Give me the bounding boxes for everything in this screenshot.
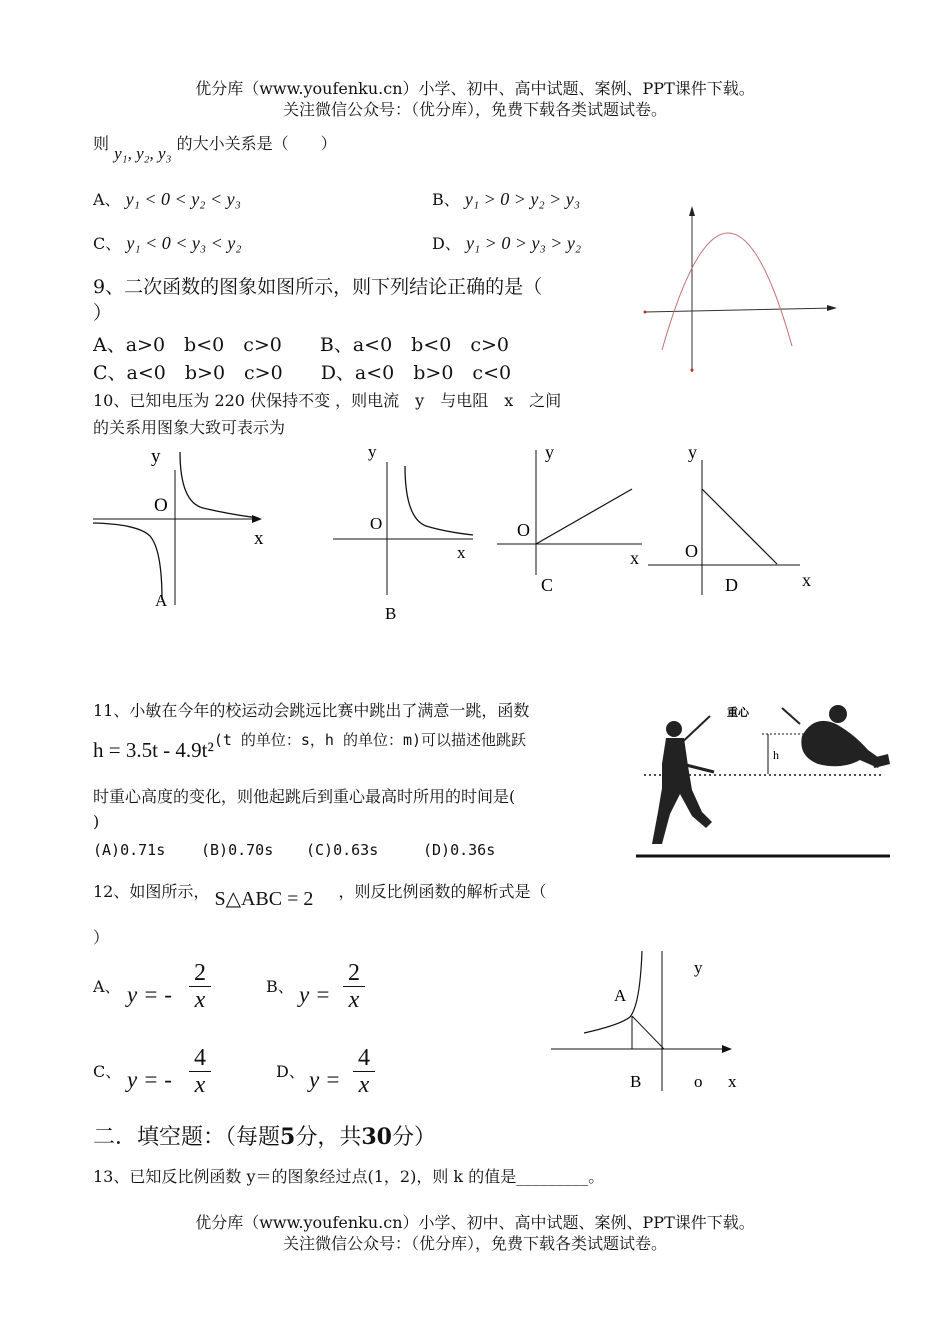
q12-point-b-label: B [630,1072,642,1091]
q8-prefix: 则 [93,134,110,153]
q12-option-a-fraction: 2 x [189,960,211,1013]
q12-option-b-lhs: y = [299,982,331,1007]
q10-graph-c [492,440,647,600]
q12-x-label: x [728,1072,737,1091]
q9-x-arrow-icon [827,305,837,311]
q10-graph-d-y-label: y [688,442,697,462]
q10-graph-b [330,440,480,630]
q12-option-a-label: A、 [93,977,121,996]
q8-vars: y₁, y₂, y₃ [114,144,172,163]
page-footer [0,1212,950,1254]
q10-graph-a [88,440,278,615]
q11-option-d: (D)0.36s [423,841,496,859]
q8-option-d: D、 y₁ > 0 > y₃ > y₂ [432,233,582,253]
q11-option-a: (A)0.71s [93,841,166,859]
q12-options-row-1 [93,960,533,1026]
q11-option-b: (B)0.70s [201,841,274,859]
q10-graph-a-curve-lower [93,523,162,600]
q11-h-label: h [773,748,779,762]
q10-graph-d-label: D [725,575,738,595]
q12-option-d-label: D、 [276,1062,305,1081]
q8-option-b: B、 y₁ > 0 > y₂ > y₃ [432,189,581,209]
q11-units: (t 的单位：s，h 的单位：m)可以描述他跳跃 [213,731,527,749]
q8-option-a: A、 y₁ < 0 < y₂ < y₃ [93,189,241,209]
q12-suffix: ，则反比例函数的解析式是（ [338,882,547,901]
q8-option-c-expr: y₁ < 0 < y₃ < y₂ [126,233,242,253]
footer-line-1: 优分库（www.youfenku.cn）小学、初中、高中试题、案例、PPT课件下载。 [195,1213,755,1232]
q11-formula: h = 3.5t - 4.9t² [93,738,214,762]
q13-stem: 13、已知反比例函数 y＝的图象经过点(1，2)，则 k 的值是_________。 [93,1167,605,1186]
q12-prefix: 12、如图所示， [93,882,210,901]
q9-options-row-1: A、a>0 b<0 c>0 B、a<0 b<0 c>0 [93,334,509,356]
q9-options-row-2: C、a<0 b>0 c>0 D、a<0 b>0 c<0 [93,362,512,384]
q10-graph-b-label: B [385,604,397,623]
q10-graph-a-curve-upper [180,452,258,518]
q9-parabola-curve [662,233,792,350]
q9-parabola-figure [640,200,840,380]
q10-graph-d-x-label: x [802,570,811,590]
section-2-title: 二．填空题：（每题5分，共30分） [93,1124,436,1150]
header-line-2: 关注微信公众号：（优分库），免费下载各类试题试卷。 [282,100,667,119]
q10-graph-a-y-label: y [151,446,161,467]
footer-line-2: 关注微信公众号：（优分库），免费下载各类试题试卷。 [282,1234,667,1253]
q12-segment-ao [632,1016,664,1049]
q10-graph-c-x-label: x [630,548,639,568]
q12-option-c-label: C、 [93,1062,122,1081]
q10-graph-c-origin: O [517,520,530,540]
q12-option-c-fraction: 4 x [189,1045,211,1098]
q10-graph-d-line [702,489,777,564]
q12-option-d-lhs: y = [309,1067,341,1092]
q9-stem-end: ） [93,302,113,324]
q10-graph-d-origin: O [685,541,698,561]
q12-x-arrow-icon [722,1045,732,1053]
q11-long-jump-figure [632,694,894,864]
q10-graph-b-x-label: x [457,543,466,562]
q12-stem [93,878,547,910]
q12-option-b-label: B、 [266,977,294,996]
q10-graph-a-x-arrow-icon [252,515,262,523]
page-header [0,78,950,120]
q11-stem-line-4: ) [93,812,100,831]
q8-suffix: 的大小关系是（ ） [176,134,337,153]
q11-option-c: (C)0.63s [306,841,379,859]
q12-options-row-2 [93,1045,533,1111]
q12-option-a-lhs: y = - [127,982,172,1007]
q8-option-c: C、 y₁ < 0 < y₃ < y₂ [93,233,242,253]
q10-graph-c-y-label: y [545,442,554,462]
q10-stem-line-2: 的关系用图象大致可表示为 [93,418,286,437]
jumper-icon [782,705,890,768]
q11-center-label: 重心 [727,707,749,719]
q10-graph-a-x-label: x [254,528,264,549]
q12-option-b-fraction: 2 x [343,960,365,1013]
q11-stem-line-2 [93,730,527,762]
q10-graph-b-origin: O [370,514,383,533]
q12-stem-end: ） [93,928,110,947]
q10-graph-b-curve [405,466,473,535]
q10-stem-line-1: 10、已知电压为 220 伏保持不变 ，则电流 y 与电阻 x 之间 [93,391,562,410]
q12-figure [548,945,748,1095]
q10-graph-b-y-label: y [368,442,377,461]
q11-options [93,841,513,863]
header-line-1: 优分库（www.youfenku.cn）小学、初中、高中试题、案例、PPT课件下载。 [195,79,755,98]
q9-stem: 9、二次函数的图象如图所示，则下列结论正确的是（ [93,276,543,298]
q12-option-d-fraction: 4 x [353,1045,375,1098]
q12-y-label: y [694,958,703,977]
q12-hyperbola-curve [584,951,642,1033]
q12-area: S△ABC = 2 [214,888,314,910]
q10-graph-c-label: C [541,575,554,595]
q10-graph-a-label: A [155,591,168,610]
q10-graph-d [645,440,820,600]
q8-option-a-expr: y₁ < 0 < y₂ < y₃ [125,189,241,209]
q11-stem-line-3: 时重心高度的变化，则他起跳后到重心最高时所用的时间是( [93,787,516,806]
q8-option-b-expr: y₁ > 0 > y₂ > y₃ [464,189,581,209]
q12-option-c-lhs: y = - [127,1067,172,1092]
q12-point-a-label: A [614,986,627,1005]
q9-x-axis [645,308,835,312]
runner-icon [652,716,714,844]
q12-origin-label: o [694,1072,703,1091]
q10-graph-a-origin: O [154,495,168,516]
q11-stem-line-1: 11、小敏在今年的校运动会跳远比赛中跳出了满意一跳，函数 [93,701,530,720]
q8-option-d-expr: y₁ > 0 > y₃ > y₂ [465,233,582,253]
q9-y-arrow-icon [689,206,695,216]
q10-graph-c-line [536,489,632,544]
q8-stem [93,131,337,163]
